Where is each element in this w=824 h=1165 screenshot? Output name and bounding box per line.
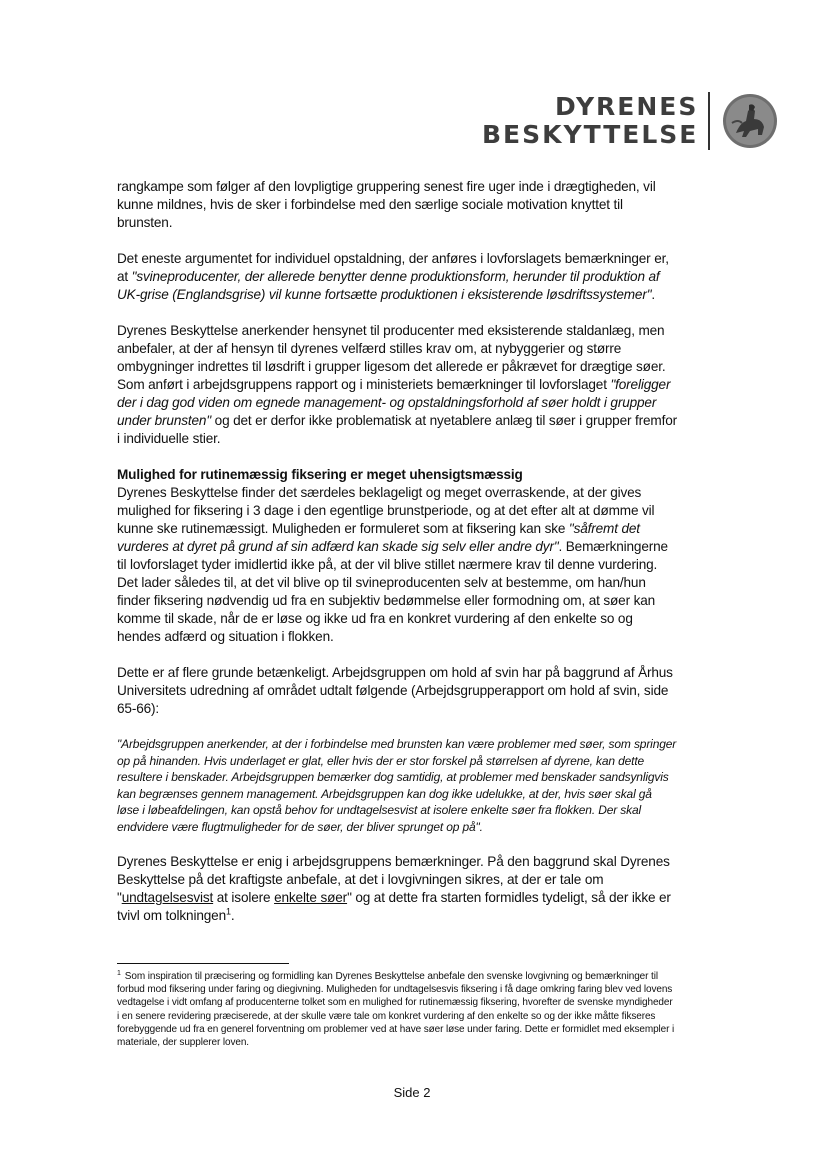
paragraph-5: Dette er af flere grunde betænkeligt. Arbejdsgruppen om hold af svin har på baggrund af Århus Universitets udredning af området udtalt følgende (Arbejdsgrupperapport om hold af svin, side 65-66): [117,665,673,716]
paragraph-6-end: . [230,908,235,923]
paragraph-6 [117,853,677,925]
paragraph-4-end: . Bemærkningerne til lovforslaget tyder imidlertid ikke på, at der vil blive stillet nærmere krav til denne vurdering. Det lader således til, at det vil blive op til svineproducenten selv at bestemme, om han/hun finder fiksering nødvendig ud fra en subjektiv bedømmelse eller formodning om, at søer kan komme til skade, når de er løse og ikke ud fra en konkret vurdering af den enkelte so og hendes adfærd og situation i flokken. [117,539,668,644]
footnote-reference: 1 [225,906,231,917]
section-heading: Mulighed for rutinemæssig fiksering er meget uhensigtsmæssig [117,467,523,482]
paragraph-6-mid: at isolere [213,890,275,905]
paragraph-4-quote: "såfremt det vurderes at dyret på grund af sin adfærd kan skade sig selv eller andre dyr" [117,521,640,554]
footnote-separator [117,963,289,964]
logo-divider [708,92,710,150]
logo-wordmark [482,93,698,149]
underlined-term-2: enkelte søer [274,890,348,905]
block-quote: "Arbejdsgruppen anerkender, at der i forbindelse med brunsten kan være problemer med søer, som springer op på hinanden. Hvis underlaget er glat, eller hvis der er stor forskel på størrelsen af dyrene, kan dette resultere i benskader. Arbejdsgruppen bemærker dog samtidig, at problemer med benskader sandsynligvis kan begrænses gennem management. Arbejdsgruppen kan dog ikke udelukke, at der, hvis søer skal gå løse i løbeafdelingen, kan opstå behov for undtagelsesvist at isolere enkelte søer fra flokken. Der skal endvidere være flugtmuligheder for de søer, der bliver sprunget op på". [117,737,677,834]
paragraph-2-quote: "svineproducenter, der allerede benytter denne produktionsform, herunder til produktion af UK-grise (Englandsgrise) vil kunne fortsætte produktionen i eksisterende løsdriftssystemer" [117,269,660,302]
paragraph-2-end: . [651,287,656,302]
letter-body [117,178,677,943]
footnote [117,970,677,1049]
footnote-marker: 1 [117,969,121,977]
paragraph-2 [117,250,677,304]
footnote-text: Som inspiration til præcisering og formidling kan Dyrenes Beskyttelse anbefale den svenske lovgivning og bemærkninger til forbud mod fiksering under faring og diegivning. Muligheden for undtagelsesvis fiksering i få dage omkring faring blev ved lovens vedtagelse i vidt omfang af producenterne tolket som en mulighed for rutinemæssig fiksering, hvorefter de svenske myndigheder i en senere revidering præciserede, at der skulle være tale om konkret vurdering af den enkelte so og der ikke måtte fikseres forebyggende ud fra en generel forventning om problemer ved at have søer løse under faring. Dette er formidlet med eksempler i materiale, der supplerer loven. [117,971,675,1049]
paragraph-4-text: Dyrenes Beskyttelse finder det særdeles beklageligt og meget overraskende, at der gives mulighed for fiksering i 3 dage i den egentlige brunstperiode, og at det efter alt at dømme vil kunne ske rutinemæssigt. Muligheden er formuleret som at fiksering kan ske [117,485,655,536]
paragraph-3-text: Dyrenes Beskyttelse anerkender hensynet til producenter med eksisterende staldanlæg, men anbefaler, at der af hensyn til dyrenes velfærd stilles krav om, at nybyggerier og større ombygninger indrettes til løsdrift i grupper ligesom det allerede er påkrævet for drægtige søer. Som anført i arbejdsgruppens rapport og i ministeriets bemærkninger til lovforslaget [117,323,666,392]
logo-line-2: BESKYTTELSE [482,120,699,149]
paragraph-6-text: Dyrenes Beskyttelse er enig i arbejdsgruppens bemærkninger. På den baggrund skal Dyrenes Beskyttelse på det kraftigste anbefale, at det i lovgivningen sikres, at der er tale om " [117,854,670,905]
logo-line-1: DYRENES [555,92,699,121]
page-number: Side 2 [393,1085,431,1100]
paragraph-2-text: Det eneste argumentet for individuel opstaldning, der anføres i lovforslagets bemærkninger er, at [117,251,669,284]
paragraph-3-quote: "foreligger der i dag god viden om egnede management- og opstaldningsforhold af søer holdt i grupper under brunsten" [117,377,671,428]
paragraph-1: rangkampe som følger af den lovpligtige gruppering senest fire uger inde i drægtigheden, vil kunne mildnes, hvis de sker i forbindelse med den særlige sociale motivation knyttet til brunsten. [117,179,656,230]
paragraph-4 [117,484,677,646]
paragraph-3 [117,322,677,448]
underlined-term-1: undtagelsesvist [121,890,214,905]
paragraph-6-rest: " og at dette fra starten formidles tydeligt, så der ikke er tvivl om tolkningen [117,890,671,923]
horse-rider-emblem-icon [722,93,778,149]
paragraph-3-end: og det er derfor ikke problematisk at nyetablere anlæg til søer i grupper fremfor i individuelle stier. [117,413,677,446]
header-logo [482,92,778,150]
